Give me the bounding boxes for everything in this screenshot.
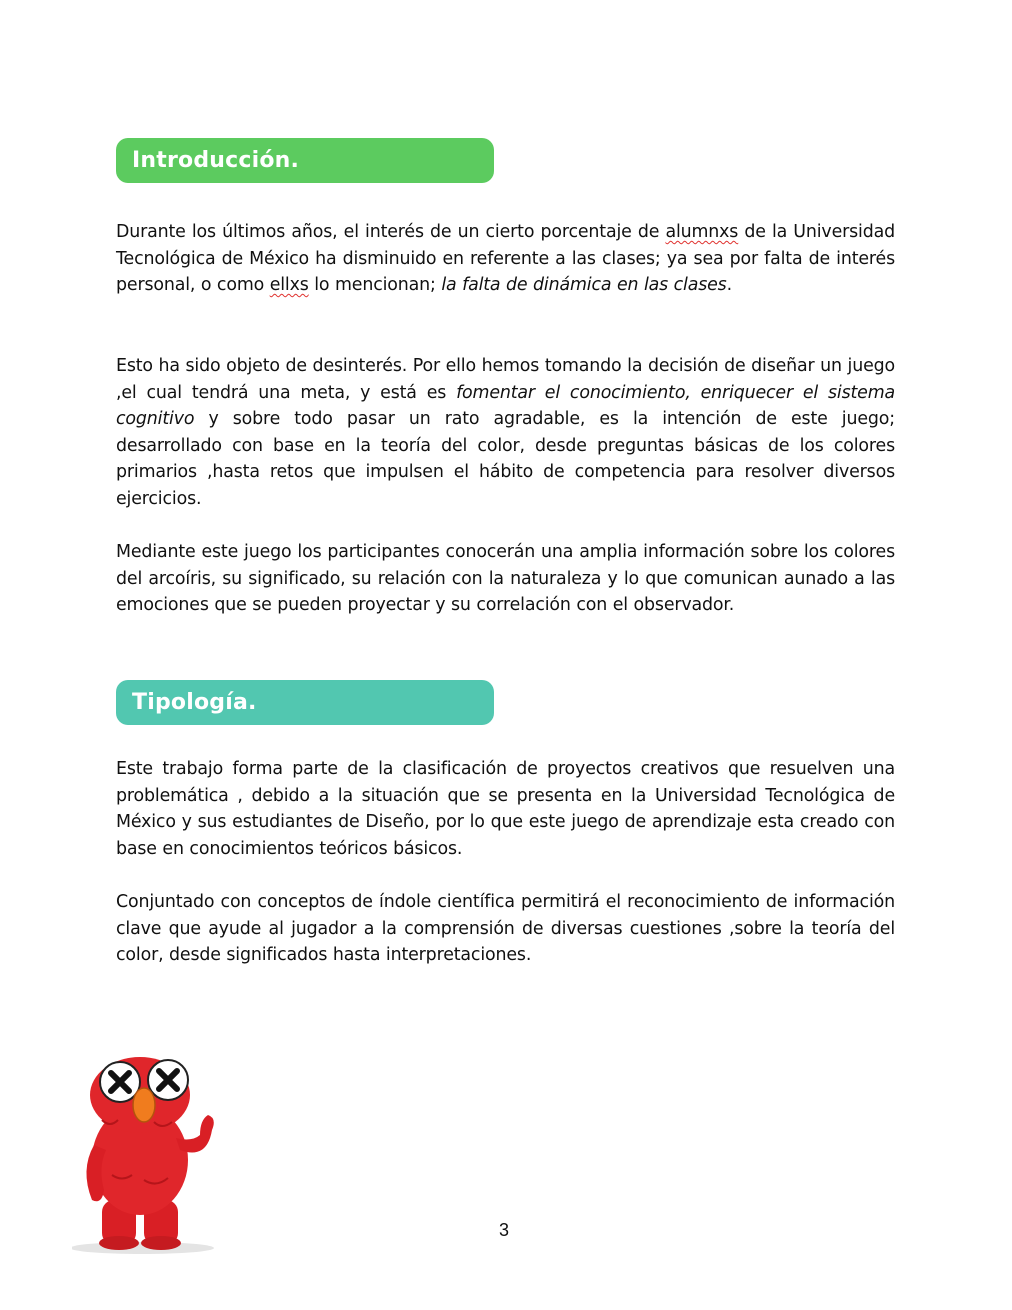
section-heading-introduccion: Introducción. bbox=[116, 138, 494, 183]
text-run: Durante los últimos años, el interés de un cierto porcentaje de bbox=[116, 222, 666, 242]
text-run: de la Universidad Tecnológica de México ha disminuido en referente a las clases; ya sea por falta de interés personal, o como bbox=[116, 222, 895, 295]
text-run: lo mencionan; bbox=[308, 275, 442, 295]
paragraph-intro-3: Mediante este juego los participantes conocerán una amplia información sobre los colores del arcoíris, su significado, su relación con la naturaleza y lo que comunican aunado a las emociones que se pueden proyectar y su correlación con el observador. bbox=[116, 542, 895, 615]
page-number: 3 bbox=[499, 1220, 510, 1240]
text-run: . bbox=[726, 275, 732, 295]
paragraph-tipologia-2: Conjuntado con conceptos de índole científica permitirá el reconocimiento de información clave que ayude al jugador a la comprensión de diversas cuestiones ,sobre la teoría del color, desde significados hasta interpretaciones. bbox=[116, 892, 895, 965]
spellcheck-word: alumnxs bbox=[665, 222, 739, 242]
text-run: Esto ha sido objeto de desinterés. Por ello hemos tomando la decisión de diseñar un juego ,el cual tendrá una meta, y está es bbox=[116, 356, 895, 403]
spellcheck-word: ellxs bbox=[269, 275, 309, 295]
italic-text: la falta de dinámica en las clases bbox=[441, 275, 727, 295]
paragraph-tipologia-1: Este trabajo forma parte de la clasificación de proyectos creativos que resuelven una problemática , debido a la situación que se presenta en la Universidad Tecnológica de México y sus estudiantes de Diseño, por lo que este juego de aprendizaje esta creado con base en conocimientos teóricos básicos. bbox=[116, 759, 895, 859]
section-heading-tipologia: Tipología. bbox=[116, 680, 494, 725]
red-monster-mascot-icon bbox=[72, 1050, 232, 1260]
paragraph-intro-2 bbox=[116, 353, 895, 512]
italic-text: fomentar el conocimiento, enriquecer el sistema cognitivo bbox=[116, 382, 895, 429]
paragraph-intro-1 bbox=[116, 219, 895, 299]
text-run: y sobre todo pasar un rato agradable, es la intención de este juego; desarrollado con base en la teoría del color, desde preguntas básicas de los colores primarios ,hasta retos que impulsen el hábito de competencia para resolver diversos ejercicios. bbox=[116, 409, 895, 509]
